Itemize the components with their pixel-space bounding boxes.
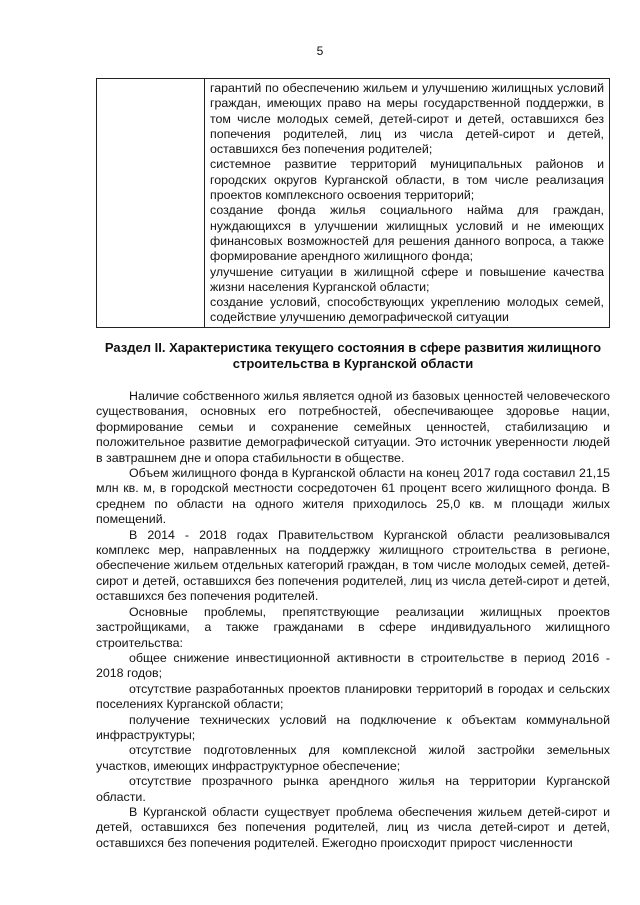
table-left-cell (97, 79, 205, 327)
body-text (96, 389, 610, 851)
paragraph: общее снижение инвестиционной активности в строительстве в период 2016 - 2018 годов; (96, 650, 610, 681)
paragraph: отсутствие прозрачного рынка арендного жилья на территории Курганской области. (96, 774, 610, 804)
goals-table (96, 78, 610, 328)
paragraph: Объем жилищного фонда в Курганской области на конец 2017 года составил 21,15 млн кв. м, в городской местности сосредоточен 61 процент всего жилищного фонда. В среднем по области на одного жителя приходилось 25,0 кв. м площади жилых помещений. (96, 466, 610, 527)
table-right-cell (205, 79, 609, 327)
section-heading (96, 340, 610, 372)
section-heading-line: Раздел II. Характеристика текущего состояния в сфере развития жилищного (104, 340, 602, 355)
section-heading-line: строительства в Курганской области (232, 356, 474, 371)
page-number: 5 (316, 44, 324, 58)
table-item: гарантий по обеспечению жильем и улучшению жилищных условий граждан, имеющих право на меры государственной поддержки, в том числе молодых семей, детей-сирот и детей, оставшихся без попечения родителей, лиц из числа детей-сирот и детей, оставшихся без попечения родителей; (210, 81, 604, 157)
paragraph: отсутствие подготовленных для комплексной жилой застройки земельных участков, имеющих инфраструктурное обеспечение; (96, 743, 610, 773)
paragraph: отсутствие разработанных проектов планировки территорий в городах и сельских поселениях Курганской области; (96, 681, 610, 712)
table-item: улучшение ситуации в жилищной сфере и повышение качества жизни населения Курганской области; (210, 264, 604, 294)
paragraph: получение технических условий на подключение к объектам коммунальной инфраструктуры; (96, 712, 610, 742)
paragraph: Наличие собственного жилья является одной из базовых ценностей человеческого существования, основных его потребностей, обеспечивающее здоровье нации, формирование семьи и сохранение семейных ценностей, стабилизацию и положительное развитие демографической ситуации. Это источник уверенности людей в завтрашнем дне и опора стабильности в обществе. (96, 389, 610, 465)
paragraph: В Курганской области существует проблема обеспечения жильем детей-сирот и детей, оставшихся без попечения родителей, лиц из числа детей-сирот и детей, оставшихся без попечения родителей. Ежегодно происходит прирост численности (96, 804, 610, 850)
table-item: системное развитие территорий муниципальных районов и городских округов Курганской области, в том числе реализация проектов комплексного освоения территорий; (210, 157, 604, 203)
table-item: создание фонда жилья социального найма для граждан, нуждающихся в улучшении жилищных условий и не имеющих финансовых возможностей для решения данного вопроса, а также формирование арендного жилищного фонда; (210, 203, 604, 264)
table-item: создание условий, способствующих укреплению молодых семей, содействие улучшению демографической ситуации (210, 295, 604, 325)
paragraph: В 2014 - 2018 годах Правительством Курганской области реализовывался комплекс мер, направленных на поддержку жилищного строительства в регионе, обеспечение жильем отдельных категорий граждан, в том числе молодых семей, детей-сирот и детей, оставшихся без попечения родителей, лиц из числа детей-сирот и детей, оставшихся без попечения родителей. (96, 527, 610, 604)
paragraph: Основные проблемы, препятствующие реализации жилищных проектов застройщиками, а также гражданами в сфере индивидуального жилищного строительства: (96, 604, 610, 650)
